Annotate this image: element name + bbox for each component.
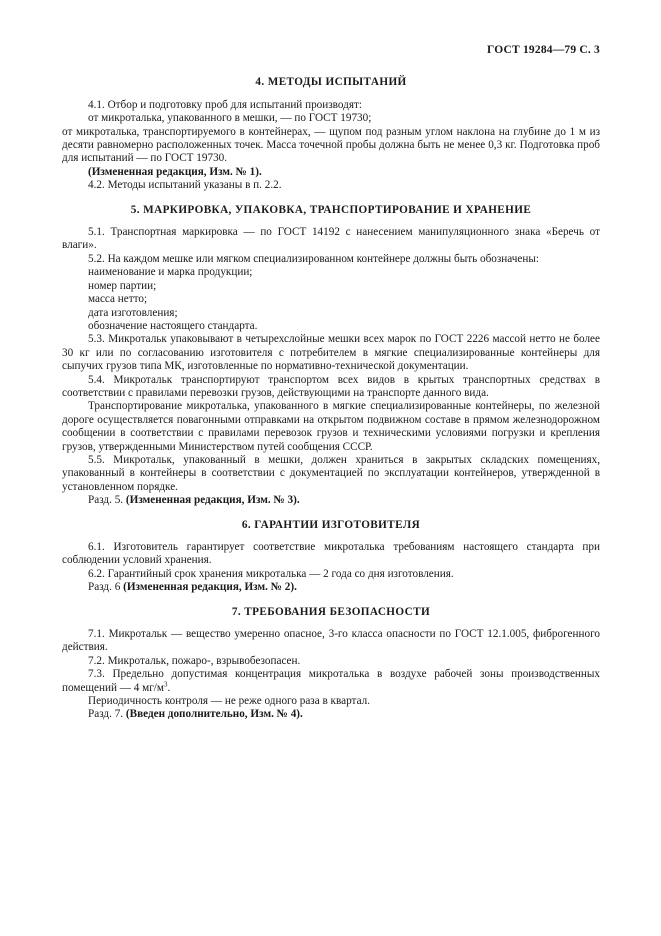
paragraph: 5.5. Микротальк, упакованный в мешки, должен храниться в закрытых складских помещениях, упакованный в контейнеры в соответствии с документацией по эксплуатации контейнеров, утвержденной в установленном порядке.: [62, 453, 600, 493]
paragraph: 5.2. На каждом мешке или мягком специализированном контейнере должны быть обозначены:: [88, 252, 540, 265]
paragraph: наименование и марка продукции;: [88, 266, 253, 279]
paragraph: 7.3. Предельно допустимая концентрация микроталька в воздухе рабочей зоны производственных помещений — 4 $мг/м^3$.: [62, 668, 600, 694]
paragraph: Разд. 5. (Измененная редакция, Изм. № 3).: [88, 494, 300, 507]
paragraph: 7.1. Микротальк — вещество умеренно опасное, 3-го класса опасности по ГОСТ 12.1.005, фиброгенного действия.: [62, 628, 600, 654]
paragraph: номер партии;: [88, 279, 157, 292]
page-header: ГОСТ 19284—79 С. 3: [487, 44, 600, 56]
document-page: [62, 44, 600, 722]
paragraph: Разд. 7. (Введен дополнительно, Изм. № 4).: [88, 708, 303, 721]
paragraph: 5.3. Микротальк упаковывают в четырехслойные мешки всех марок по ГОСТ 2226 массой нетто не более 30 кг или по согласованию изготовителя с потребителем в мягкие специализированные контейнеры для сыпучих грузов типа МК, изготовленные по нормативно-технической документации.: [62, 333, 600, 373]
paragraph: 6.1. Изготовитель гарантирует соответствие микроталька требованиям настоящего стандарта при соблюдении условий хранения.: [62, 541, 600, 567]
paragraph: 5.4. Микротальк транспортируют транспортом всех видов в крытых транспортных средствах в соответствии с правилами перевозки грузов, действующими на транспорте данного вида.: [62, 373, 600, 399]
paragraph: 6.2. Гарантийный срок хранения микроталька — 2 года со дня изготовления.: [88, 567, 454, 580]
document-body: [62, 76, 600, 721]
paragraph: Транспортирование микроталька, упакованного в мягкие специализированные контейнеры, по железной дороге осуществляется повагонными отправками на открытом подвижном составе в прямом железнодорожном сообщении в соответствии с правилами перевозок грузов и техническими условиями погрузки и крепления грузов, утвержденными Министерством путей сообщения СССР.: [62, 400, 600, 453]
revision-note: (Измененная редакция, Изм. № 2).: [123, 581, 297, 594]
paragraph: от микроталька, транспортируемого в контейнерах, — щупом под разным углом наклона на глубине до 1 м из десяти равномерно расположенных точек. Масса точечной пробы должна быть не менее 0,3 кг. Подготовка проб для испытаний — по ГОСТ 19730.: [62, 125, 600, 165]
revision-note: (Измененная редакция, Изм. № 1).: [88, 165, 262, 178]
paragraph: [62, 166, 600, 179]
paragraph: 5.1. Транспортная маркировка — по ГОСТ 14192 с нанесением манипуляционного знака «Беречь от влаги».: [62, 226, 600, 252]
section-heading: 4. МЕТОДЫ ИСПЫТАНИЙ: [255, 76, 407, 89]
section-heading: 6. ГАРАНТИИ ИЗГОТОВИТЕЛЯ: [241, 518, 421, 531]
paragraph: Разд. 6 (Измененная редакция, Изм. № 2).: [88, 581, 297, 594]
revision-note: (Измененная редакция, Изм. № 3).: [125, 494, 300, 507]
paragraph: Периодичность контроля — не реже одного раза в квартал.: [88, 695, 371, 708]
paragraph: обозначение настоящего стандарта.: [88, 319, 258, 332]
section-heading: 7. ТРЕБОВАНИЯ БЕЗОПАСНОСТИ: [231, 605, 431, 618]
revision-note: (Введен дополнительно, Изм. № 4).: [125, 708, 303, 721]
paragraph: дата изготовления;: [88, 306, 178, 319]
superscript: 3: [163, 679, 168, 688]
section-heading: 5. МАРКИРОВКА, УПАКОВКА, ТРАНСПОРТИРОВАНИЕ И ХРАНЕНИЕ: [130, 203, 532, 216]
paragraph: 4.1. Отбор и подготовку проб для испытаний производят:: [88, 98, 362, 111]
paragraph: от микроталька, упакованного в мешки, — по ГОСТ 19730;: [88, 112, 372, 125]
paragraph: 7.2. Микротальк, пожаро-, взрывобезопасен.: [88, 654, 301, 667]
paragraph: масса нетто;: [88, 293, 148, 306]
paragraph: 4.2. Методы испытаний указаны в п. 2.2.: [88, 179, 282, 192]
